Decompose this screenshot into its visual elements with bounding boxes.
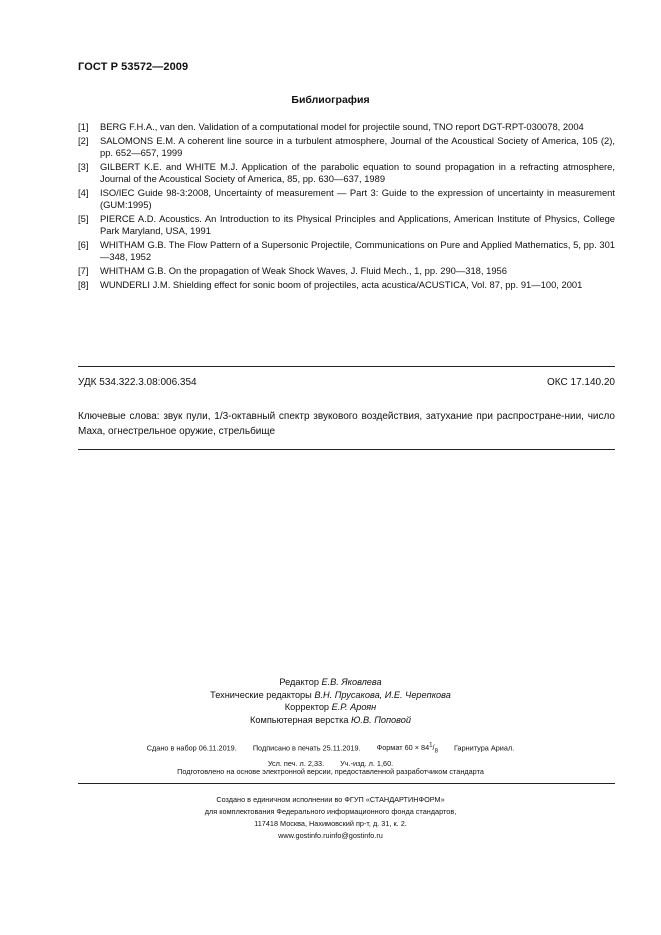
list-item: [78, 213, 615, 237]
format: Формат $60 \times 84^1/_8$: [376, 742, 438, 755]
ref-text: ISO/IEC Guide 98-3:2008, Uncertainty of measurement — Part 3: Guide to the expression of uncertainty in measurement (GUM:1995): [100, 186, 615, 210]
ref-text: WHITHAM G.B. The Flow Pattern of a Supersonic Projectile, Communications on Pure and Applied Mathematics, 5, pp. 301—348, 1952: [100, 238, 615, 262]
publisher-line-1: Создано в единичном исполнении во ФГУП «СТАНДАРТИНФОРМ»: [216, 795, 445, 804]
print-sheets: Усл. печ. л. 2,33.: [267, 759, 325, 769]
divider-top: [78, 366, 615, 367]
layout-name: Ю.В. Поповой: [351, 714, 411, 725]
ref-number: [5]: [78, 212, 89, 224]
publisher-address: 117418 Москва, Нахимовский пр-т, д. 31, к. 2.: [254, 819, 407, 828]
standard-number: ГОСТ Р 53572—2009: [78, 61, 189, 73]
editor-line: [0, 676, 661, 689]
format-prefix: Формат 60 × 84: [376, 743, 430, 753]
publisher-block: [0, 794, 661, 817]
ref-text: BERG F.H.A., van den. Validation of a computational model for projectile sound, TNO report DGT-RPT-030078, 2004: [100, 121, 584, 132]
signed-date: Подписано в печать 25.11.2019.: [252, 743, 361, 753]
typeface: Гарнитура Ариал.: [453, 743, 515, 753]
ref-text: SALOMONS E.M. A coherent line source in a turbulent atmosphere, Journal of the Acoustical Society of America, 105 (2), pp. 652—657, 1999: [100, 134, 615, 158]
credits-block: [0, 676, 661, 726]
ref-number: [2]: [78, 134, 89, 146]
ref-text: GILBERT K.E. and WHITE M.J. Application of the parabolic equation to sound propagation in a refracting atmosphere, Journal of the Acoustical Society of America, 85, pp. 630—637, 1989: [100, 160, 615, 184]
corrector-name: Е.Р. Ароян: [331, 702, 377, 712]
list-item: [78, 121, 615, 133]
format-denominator: 8: [434, 747, 438, 755]
editor-name: Е.В. Яковлева: [321, 677, 382, 687]
ref-number: [6]: [78, 238, 89, 250]
list-item: [78, 187, 615, 211]
ref-text: PIERCE A.D. Acoustics. An Introduction to its Physical Principles and Applications, American Institute of Physics, College Park Maryland, USA, 1991: [100, 212, 615, 236]
format-numerator: 1: [429, 742, 433, 749]
keywords: Ключевые слова: звук пули, 1/3-октавный спектр звукового воздействия, затухание при распростране-нии, число Маха, огнестрельное оружие, стрельбище: [78, 411, 615, 437]
list-item: [78, 279, 615, 291]
editor-label: Редактор: [279, 677, 319, 687]
ref-text: WUNDERLI J.M. Shielding effect for sonic boom of projectiles, acta acustica/ACUSTICA, Vol. 87, pp. 91—100, 2001: [100, 278, 583, 290]
submitted-date: Сдано в набор 06.11.2019.: [146, 743, 237, 753]
website-link[interactable]: www.gostinfo.ru: [278, 830, 330, 840]
divider-bottom: [78, 449, 615, 450]
layout-label: Компьютерная верстка: [250, 714, 349, 725]
corrector-line: [0, 701, 661, 714]
tech-editors-names: В.Н. Прусакова, И.Е. Черепкова: [314, 689, 451, 700]
list-item: [78, 239, 615, 263]
layout-line: [0, 714, 661, 727]
tech-editors-line: [0, 689, 661, 702]
email-link[interactable]: info@gostinfo.ru: [329, 830, 383, 840]
bibliography-title: Библиография: [291, 94, 370, 106]
publisher-sheets: Уч.-изд. л. 1,60.: [340, 759, 394, 769]
ref-number: [7]: [78, 264, 89, 276]
corrector-label: Корректор: [284, 702, 330, 712]
ref-number: [1]: [78, 121, 89, 132]
ref-number: [4]: [78, 186, 89, 198]
address-block: [0, 818, 661, 841]
list-item: [78, 135, 615, 159]
list-item: [78, 161, 615, 185]
tech-editors-label: Технические редакторы: [210, 689, 312, 700]
divider-imprint: [78, 783, 615, 784]
prepared-note: Подготовлено на основе электронной версии, предоставленной разработчиком стандарта: [177, 767, 484, 776]
publisher-line-2: для комплектования Федерального информационного фонда стандартов,: [204, 806, 457, 816]
contacts-line: [0, 830, 661, 842]
oks-code: ОКС 17.140.20: [547, 377, 615, 388]
imprint-line-1: [0, 740, 661, 758]
bibliography-list: [78, 121, 615, 292]
udk-code: УДК 534.322.3.08:006.354: [78, 377, 197, 388]
ref-number: [8]: [78, 278, 89, 290]
ref-text: WHITHAM G.B. On the propagation of Weak Shock Waves, J. Fluid Mech., 1, pp. 290—318, 1956: [100, 264, 507, 276]
list-item: [78, 265, 615, 277]
ref-number: [3]: [78, 160, 89, 172]
